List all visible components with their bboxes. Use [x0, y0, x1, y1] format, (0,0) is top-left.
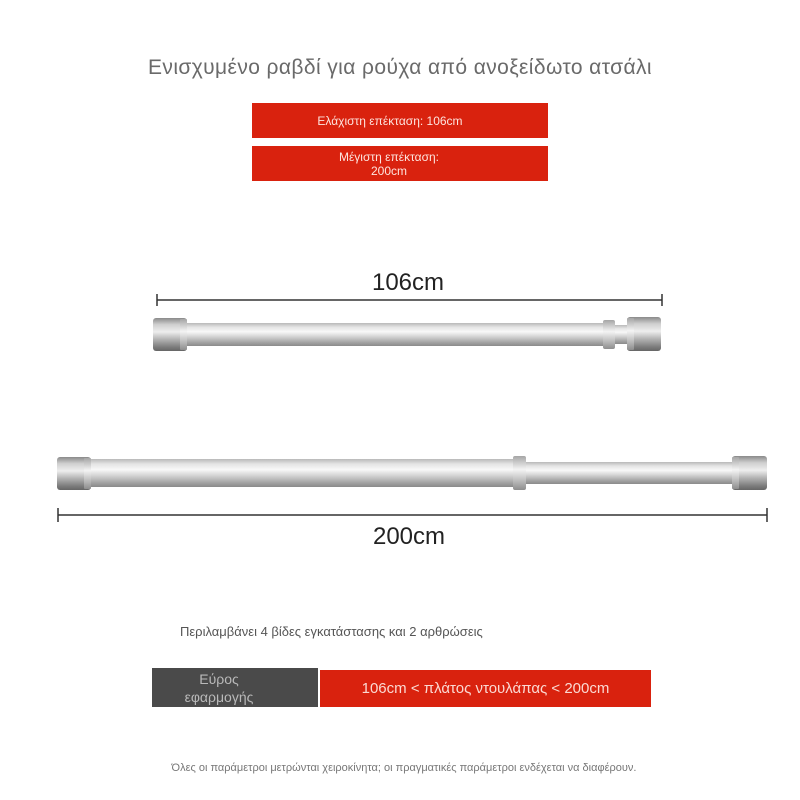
includes-note: Περιλαμβάνει 4 βίδες εγκατάστασης και 2 αρθρώσεις [180, 624, 483, 639]
collapsed-length-label: 106cm [371, 269, 445, 296]
application-range-value [320, 670, 651, 707]
min-extension-badge [252, 103, 548, 138]
rod-extended-collar [513, 456, 526, 490]
rod-collapsed [153, 317, 661, 351]
rod-extended-inner-tube [524, 462, 735, 484]
application-range-value-text: 106cm < πλάτος ντουλάπας < 200cm [361, 680, 610, 697]
min-extension-text: Ελάχιστη επέκταση: 106cm [317, 113, 463, 128]
rod-collapsed-left-cap-ring [180, 319, 187, 350]
footer-note: Όλες οι παράμετροι μετρώνται χειροκίνητα; οι πραγματικές παράμετροι ενδέχεται να διαφέρουν. [171, 762, 637, 774]
rod-extended [57, 456, 767, 490]
rod-collapsed-collar [603, 320, 615, 349]
max-extension-text-line2: 200cm [370, 163, 408, 178]
rod-extended-left-cap-ring [84, 458, 91, 489]
max-extension-text-line1: Μέγιστη επέκταση: [338, 149, 440, 164]
application-range-label-line2: εφαρμογής [184, 688, 254, 705]
page-title: Ενισχυμένο ραβδί για ρούχα από ανοξείδωτο ατσάλι [148, 56, 652, 79]
rod-collapsed-right-cap-ring [627, 318, 634, 350]
application-range-label-line1: Εύρος [199, 670, 239, 687]
rod-extended-main-tube [88, 459, 520, 487]
rod-extended-right-cap-ring [732, 457, 739, 489]
extended-length-label: 200cm [372, 523, 446, 550]
rod-collapsed-main-tube [183, 323, 610, 346]
application-range-label [152, 668, 318, 707]
dimension-line-extended [58, 508, 767, 522]
max-extension-badge [252, 146, 548, 181]
